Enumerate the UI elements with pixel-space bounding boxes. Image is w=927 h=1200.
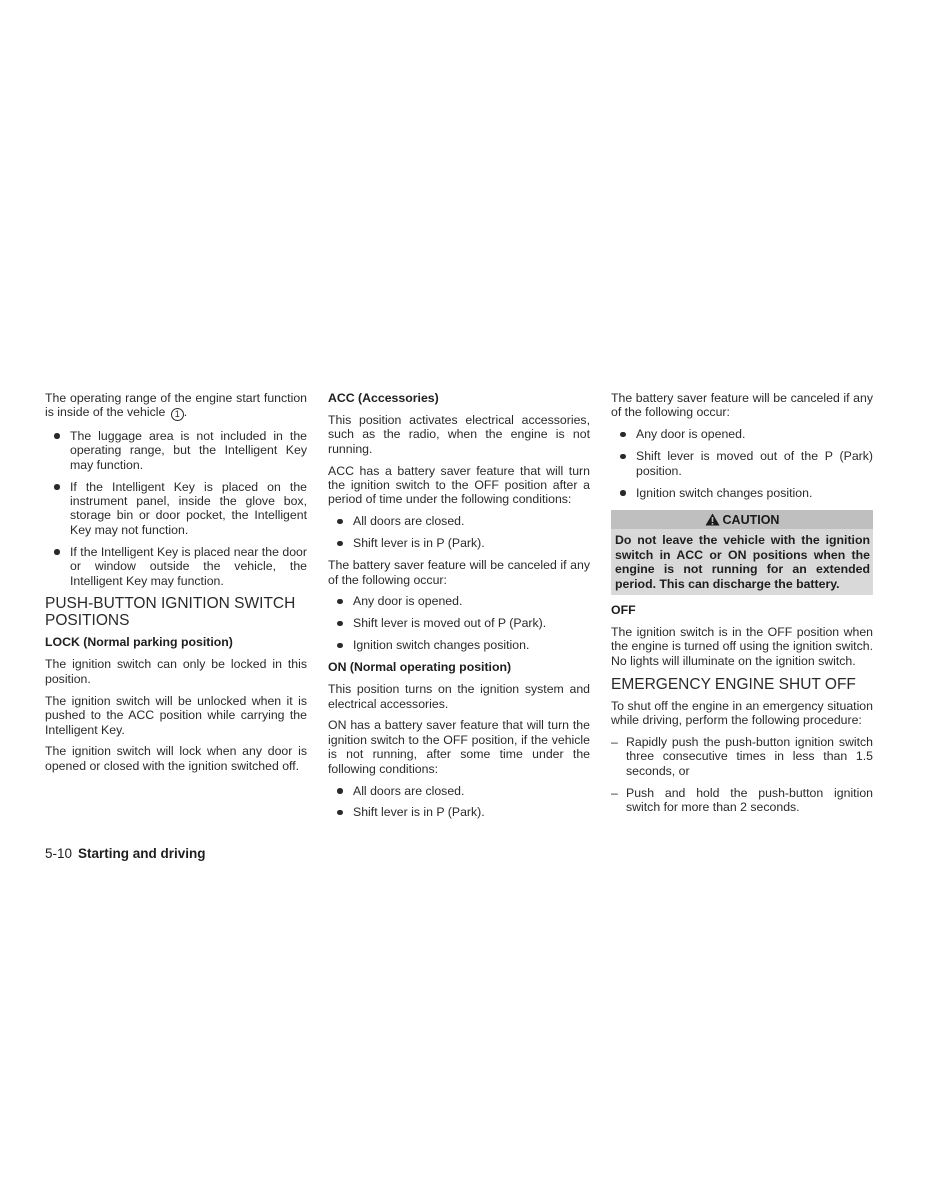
bullet-dot-icon	[337, 643, 343, 649]
emergency-intro: To shut off the engine in an emergency situation while driving, perform the following procedure:	[611, 698, 873, 727]
list-item	[328, 638, 590, 652]
list-item-text: Shift lever is in P (Park).	[353, 536, 485, 551]
list-item	[45, 429, 307, 472]
list-item-text: All doors are closed.	[353, 514, 465, 529]
list-item	[328, 784, 590, 798]
bullet-dot-icon	[337, 519, 343, 525]
list-item	[328, 514, 590, 528]
cancel-list	[611, 427, 873, 500]
on-conditions-list	[328, 784, 590, 820]
list-item	[611, 449, 873, 478]
on-subheading: ON (Normal operating position)	[328, 660, 512, 675]
bullet-dot-icon	[54, 549, 60, 555]
on-paragraph: ON has a battery saver feature that will turn the ignition switch to the OFF position, if the vehicle is not running, after some time under the following conditions:	[328, 718, 590, 776]
section-heading-emergency: EMERGENCY ENGINE SHUT OFF	[611, 675, 856, 693]
list-item-text: If the Intelligent Key is placed near the door or window outside the vehicle, the Intelligent Key may function.	[70, 544, 307, 588]
list-item	[328, 594, 590, 608]
list-item	[611, 786, 873, 815]
range-bullet-list	[45, 429, 307, 588]
caution-box	[611, 510, 873, 595]
list-item	[611, 486, 873, 500]
bullet-dot-icon	[337, 599, 343, 605]
intro-paragraph	[45, 391, 307, 421]
bullet-dot-icon	[620, 454, 626, 460]
column-middle	[328, 391, 590, 827]
list-item	[328, 536, 590, 550]
list-item-text: All doors are closed.	[353, 783, 465, 798]
list-item-text: Push and hold the push-button ignition switch for more than 2 seconds.	[626, 785, 873, 815]
bullet-dot-icon	[620, 490, 626, 496]
list-item	[611, 427, 873, 441]
list-item	[45, 545, 307, 588]
list-item	[328, 805, 590, 819]
off-paragraph: The ignition switch is in the OFF position when the engine is turned off using the ignition switch. No lights will illuminate on the ignition switch.	[611, 624, 873, 668]
bullet-dot-icon	[337, 788, 343, 794]
column-left	[45, 391, 307, 781]
bullet-dot-icon	[54, 484, 60, 490]
cancel-paragraph: The battery saver feature will be canceled if any of the following occur:	[611, 391, 873, 420]
dash-marker: –	[611, 785, 618, 800]
section-heading-positions: PUSH-BUTTON IGNITION SWITCH POSITIONS	[45, 595, 296, 630]
list-item-text: Any door is opened.	[636, 427, 746, 442]
acc-paragraph: This position activates electrical accessories, such as the radio, when the engine is not running.	[328, 412, 590, 456]
list-item	[45, 480, 307, 538]
intro-text: The operating range of the engine start function is inside of the vehicle	[45, 391, 307, 420]
list-item-text: Shift lever is in P (Park).	[353, 805, 485, 820]
warning-triangle-icon	[705, 513, 720, 526]
dash-marker: –	[611, 734, 618, 749]
emergency-steps-list	[611, 735, 873, 815]
list-item-text: Shift lever is moved out of the P (Park) position.	[636, 449, 873, 478]
list-item	[328, 616, 590, 630]
bullet-dot-icon	[337, 810, 343, 816]
off-subheading: OFF	[611, 602, 636, 617]
page-footer	[45, 847, 206, 861]
list-item-text: If the Intelligent Key is placed on the instrument panel, inside the glove box, storage bin or door pocket, the Intelligent Key may not function.	[70, 479, 307, 537]
caution-header	[611, 510, 873, 529]
on-paragraph: This position turns on the ignition system and electrical accessories.	[328, 682, 590, 711]
list-item-text: Shift lever is moved out of P (Park).	[353, 616, 547, 631]
bullet-dot-icon	[337, 541, 343, 547]
lock-subheading: LOCK (Normal parking position)	[45, 635, 233, 650]
list-item	[611, 735, 873, 778]
page-number: 5-10	[45, 846, 73, 861]
acc-cancel-paragraph: The battery saver feature will be canceled if any of the following occur:	[328, 558, 590, 587]
bullet-dot-icon	[337, 621, 343, 627]
list-item-text: The luggage area is not included in the operating range, but the Intelligent Key may function.	[70, 428, 307, 472]
list-item-text: Ignition switch changes position.	[636, 485, 813, 500]
bullet-dot-icon	[54, 433, 60, 439]
intro-end: .	[183, 405, 188, 420]
acc-cancel-list	[328, 594, 590, 652]
acc-subheading: ACC (Accessories)	[328, 391, 439, 405]
lock-paragraph: The ignition switch will lock when any door is opened or closed with the ignition switched off.	[45, 744, 307, 773]
lock-paragraph: The ignition switch will be unlocked when it is pushed to the ACC position while carrying the Intelligent Key.	[45, 693, 307, 737]
acc-conditions-list	[328, 514, 590, 550]
section-title: Starting and driving	[78, 846, 206, 861]
caution-title: CAUTION	[722, 512, 780, 527]
column-right	[611, 391, 873, 822]
list-item-text: Ignition switch changes position.	[353, 638, 530, 653]
callout-marker: 1	[171, 408, 184, 421]
caution-text: Do not leave the vehicle with the ignition switch in ACC or ON positions when the engine is not running for an extended period. This can discharge the battery.	[615, 533, 870, 591]
list-item-text: Any door is opened.	[353, 594, 463, 609]
acc-paragraph: ACC has a battery saver feature that will turn the ignition switch to the OFF position after a period of time under the following conditions:	[328, 463, 590, 507]
lock-paragraph: The ignition switch can only be locked in this position.	[45, 657, 307, 686]
list-item-text: Rapidly push the push-button ignition switch three consecutive times in less than 1.5 seconds, or	[626, 734, 873, 778]
bullet-dot-icon	[620, 432, 626, 438]
